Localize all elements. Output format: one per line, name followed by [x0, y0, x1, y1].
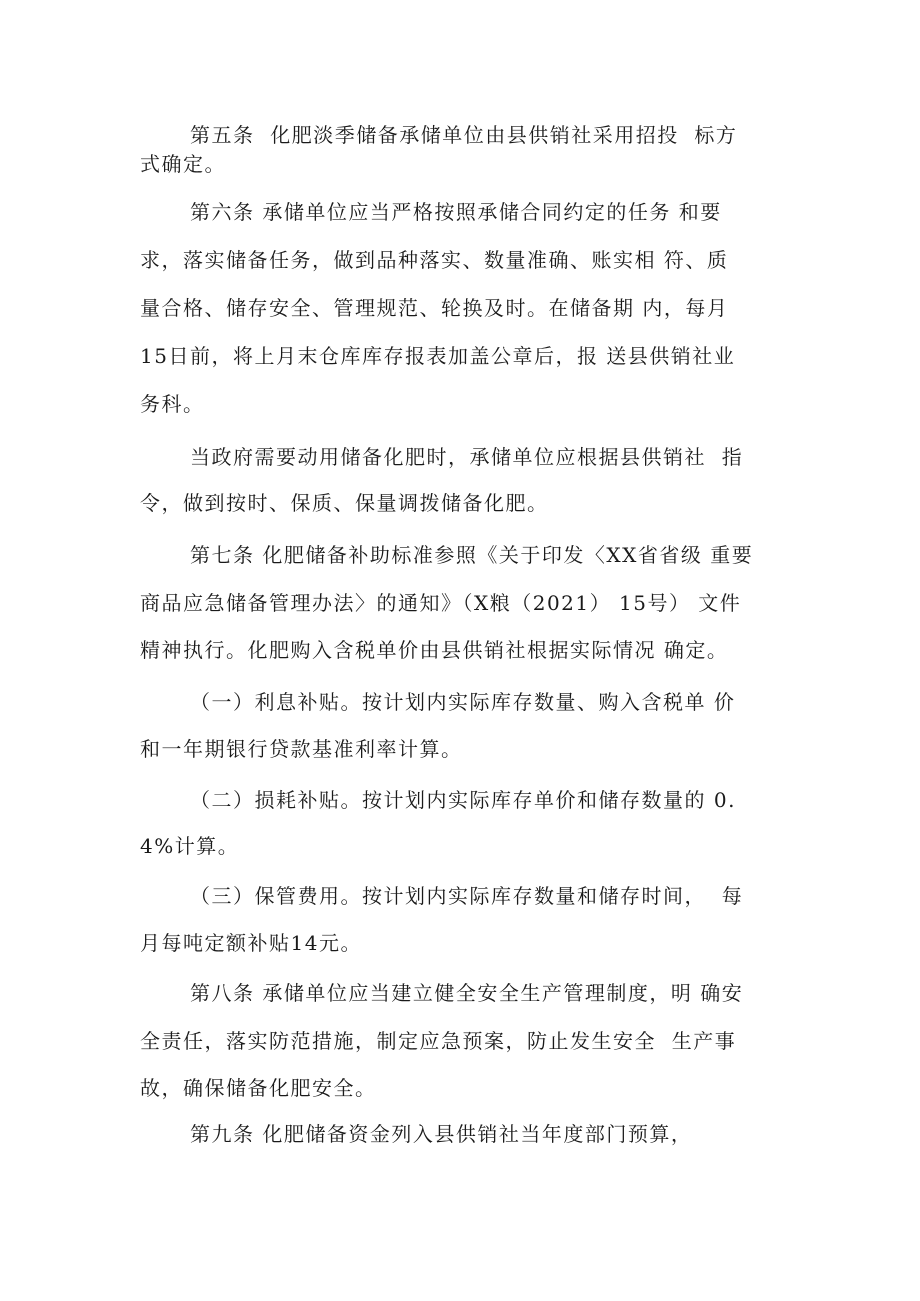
- item-2-line-2: 4%计算。: [140, 834, 240, 858]
- government-paragraph-line-2: 令，做到按时、保质、保量调拨储备化肥。: [140, 491, 549, 515]
- item-3-line-1: （三）保管费用。按计划内实际库存数量和储存时间， 每: [190, 884, 744, 908]
- item-2-line-1: （二）损耗补贴。按计划内实际库存单价和储存数量的 0.: [190, 788, 736, 812]
- article-6-line-5: 务科。: [140, 392, 205, 416]
- article-6-line-1: 第六条 承储单位应当严格按照承储合同约定的任务 和要: [190, 200, 722, 224]
- article-5-line-1: 第五条 化肥淡季储备承储单位由县供销社采用招投 标方: [190, 123, 738, 147]
- article-7-line-1: 第七条 化肥储备补助标准参照《关于印发〈XX省省级 重要: [190, 543, 754, 567]
- article-8-line-2: 全责任，落实防范措施，制定应急预案，防止发生安全 生产事: [140, 1029, 737, 1053]
- government-paragraph-line-1: 当政府需要动用储备化肥时，承储单位应根据县供销社 指: [190, 445, 744, 469]
- article-9-line-1: 第九条 化肥储备资金列入县供销社当年度部门预算，: [190, 1122, 693, 1146]
- article-6-line-2: 求，落实储备任务，做到品种落实、数量准确、账实相 符、质: [140, 248, 729, 272]
- article-5-line-2: 式确定。: [140, 152, 226, 176]
- article-7-line-2: 商品应急储备管理办法〉的通知》（X粮（2021） 15号） 文件: [140, 591, 742, 615]
- article-8-line-3: 故，确保储备化肥安全。: [140, 1076, 377, 1100]
- item-3-line-2: 月每吨定额补贴14元。: [140, 931, 362, 955]
- item-1-line-2: 和一年期银行贷款基准利率计算。: [140, 737, 463, 761]
- article-8-line-1: 第八条 承储单位应当建立健全安全生产管理制度，明 确安: [190, 981, 744, 1005]
- article-6-line-4: 15日前，将上月末仓库库存报表加盖公章后，报 送县供销社业: [140, 344, 736, 368]
- item-1-line-1: （一）利息补贴。按计划内实际库存数量、购入含税单 价: [190, 690, 736, 714]
- article-6-line-3: 量合格、储存安全、管理规范、轮换及时。在储备期 内，每月: [140, 296, 729, 320]
- article-7-line-3: 精神执行。化肥购入含税单价由县供销社根据实际情况 确定。: [140, 638, 729, 662]
